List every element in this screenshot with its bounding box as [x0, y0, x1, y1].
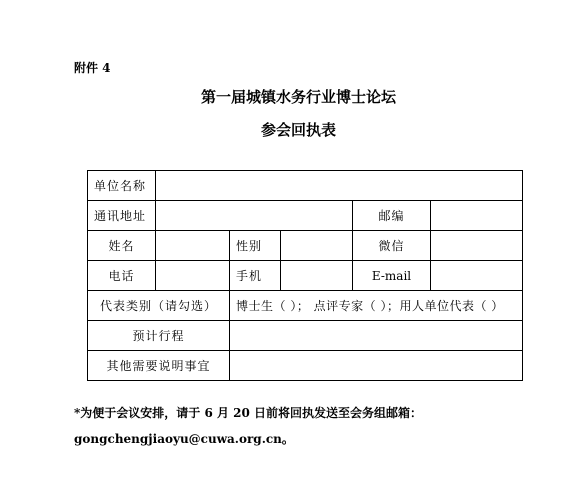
- document-subtitle: 参会回执表: [260, 121, 336, 139]
- mobile-field[interactable]: [281, 261, 353, 291]
- itinerary-field[interactable]: [230, 321, 523, 351]
- wechat-label: 微信: [353, 231, 431, 261]
- attachment-label: 附件 4: [74, 61, 111, 75]
- name-field[interactable]: [156, 231, 230, 261]
- address-field[interactable]: [156, 201, 353, 231]
- postcode-label: 邮编: [353, 201, 431, 231]
- form-row-address: [88, 201, 523, 231]
- form-row-phone: [88, 261, 523, 291]
- email-label: E-mail: [353, 261, 431, 291]
- name-label: 姓名: [88, 231, 156, 261]
- gender-label: 性别: [230, 231, 281, 261]
- unit-name-field[interactable]: [156, 171, 523, 201]
- form-row-unit: [88, 171, 523, 201]
- submission-note: *为便于会议安排，请于 6 月 20 日前将回执发送至会务组邮箱：: [74, 406, 423, 420]
- form-row-name: [88, 231, 523, 261]
- registration-form-table: [87, 170, 523, 381]
- form-row-itinerary: [88, 321, 523, 351]
- address-label: 通讯地址: [88, 201, 156, 231]
- wechat-field[interactable]: [431, 231, 523, 261]
- other-label: 其他需要说明事宜: [88, 351, 230, 381]
- email-field[interactable]: [431, 261, 523, 291]
- form-row-rep-type: [88, 291, 523, 321]
- form-row-other: [88, 351, 523, 381]
- itinerary-label: 预计行程: [88, 321, 230, 351]
- gender-field[interactable]: [281, 231, 353, 261]
- contact-email[interactable]: gongchengjiaoyu@cuwa.org.cn。: [74, 432, 294, 446]
- unit-name-label: 单位名称: [88, 171, 156, 201]
- rep-type-options[interactable]: 博士生（ ）； 点评专家（ ）；用人单位代表（ ）: [230, 291, 523, 321]
- rep-type-label: 代表类别（请勾选）: [88, 291, 230, 321]
- postcode-field[interactable]: [431, 201, 523, 231]
- phone-field[interactable]: [156, 261, 230, 291]
- mobile-label: 手机: [230, 261, 281, 291]
- document-title: 第一届城镇水务行业博士论坛: [200, 88, 396, 106]
- other-field[interactable]: [230, 351, 523, 381]
- phone-label: 电话: [88, 261, 156, 291]
